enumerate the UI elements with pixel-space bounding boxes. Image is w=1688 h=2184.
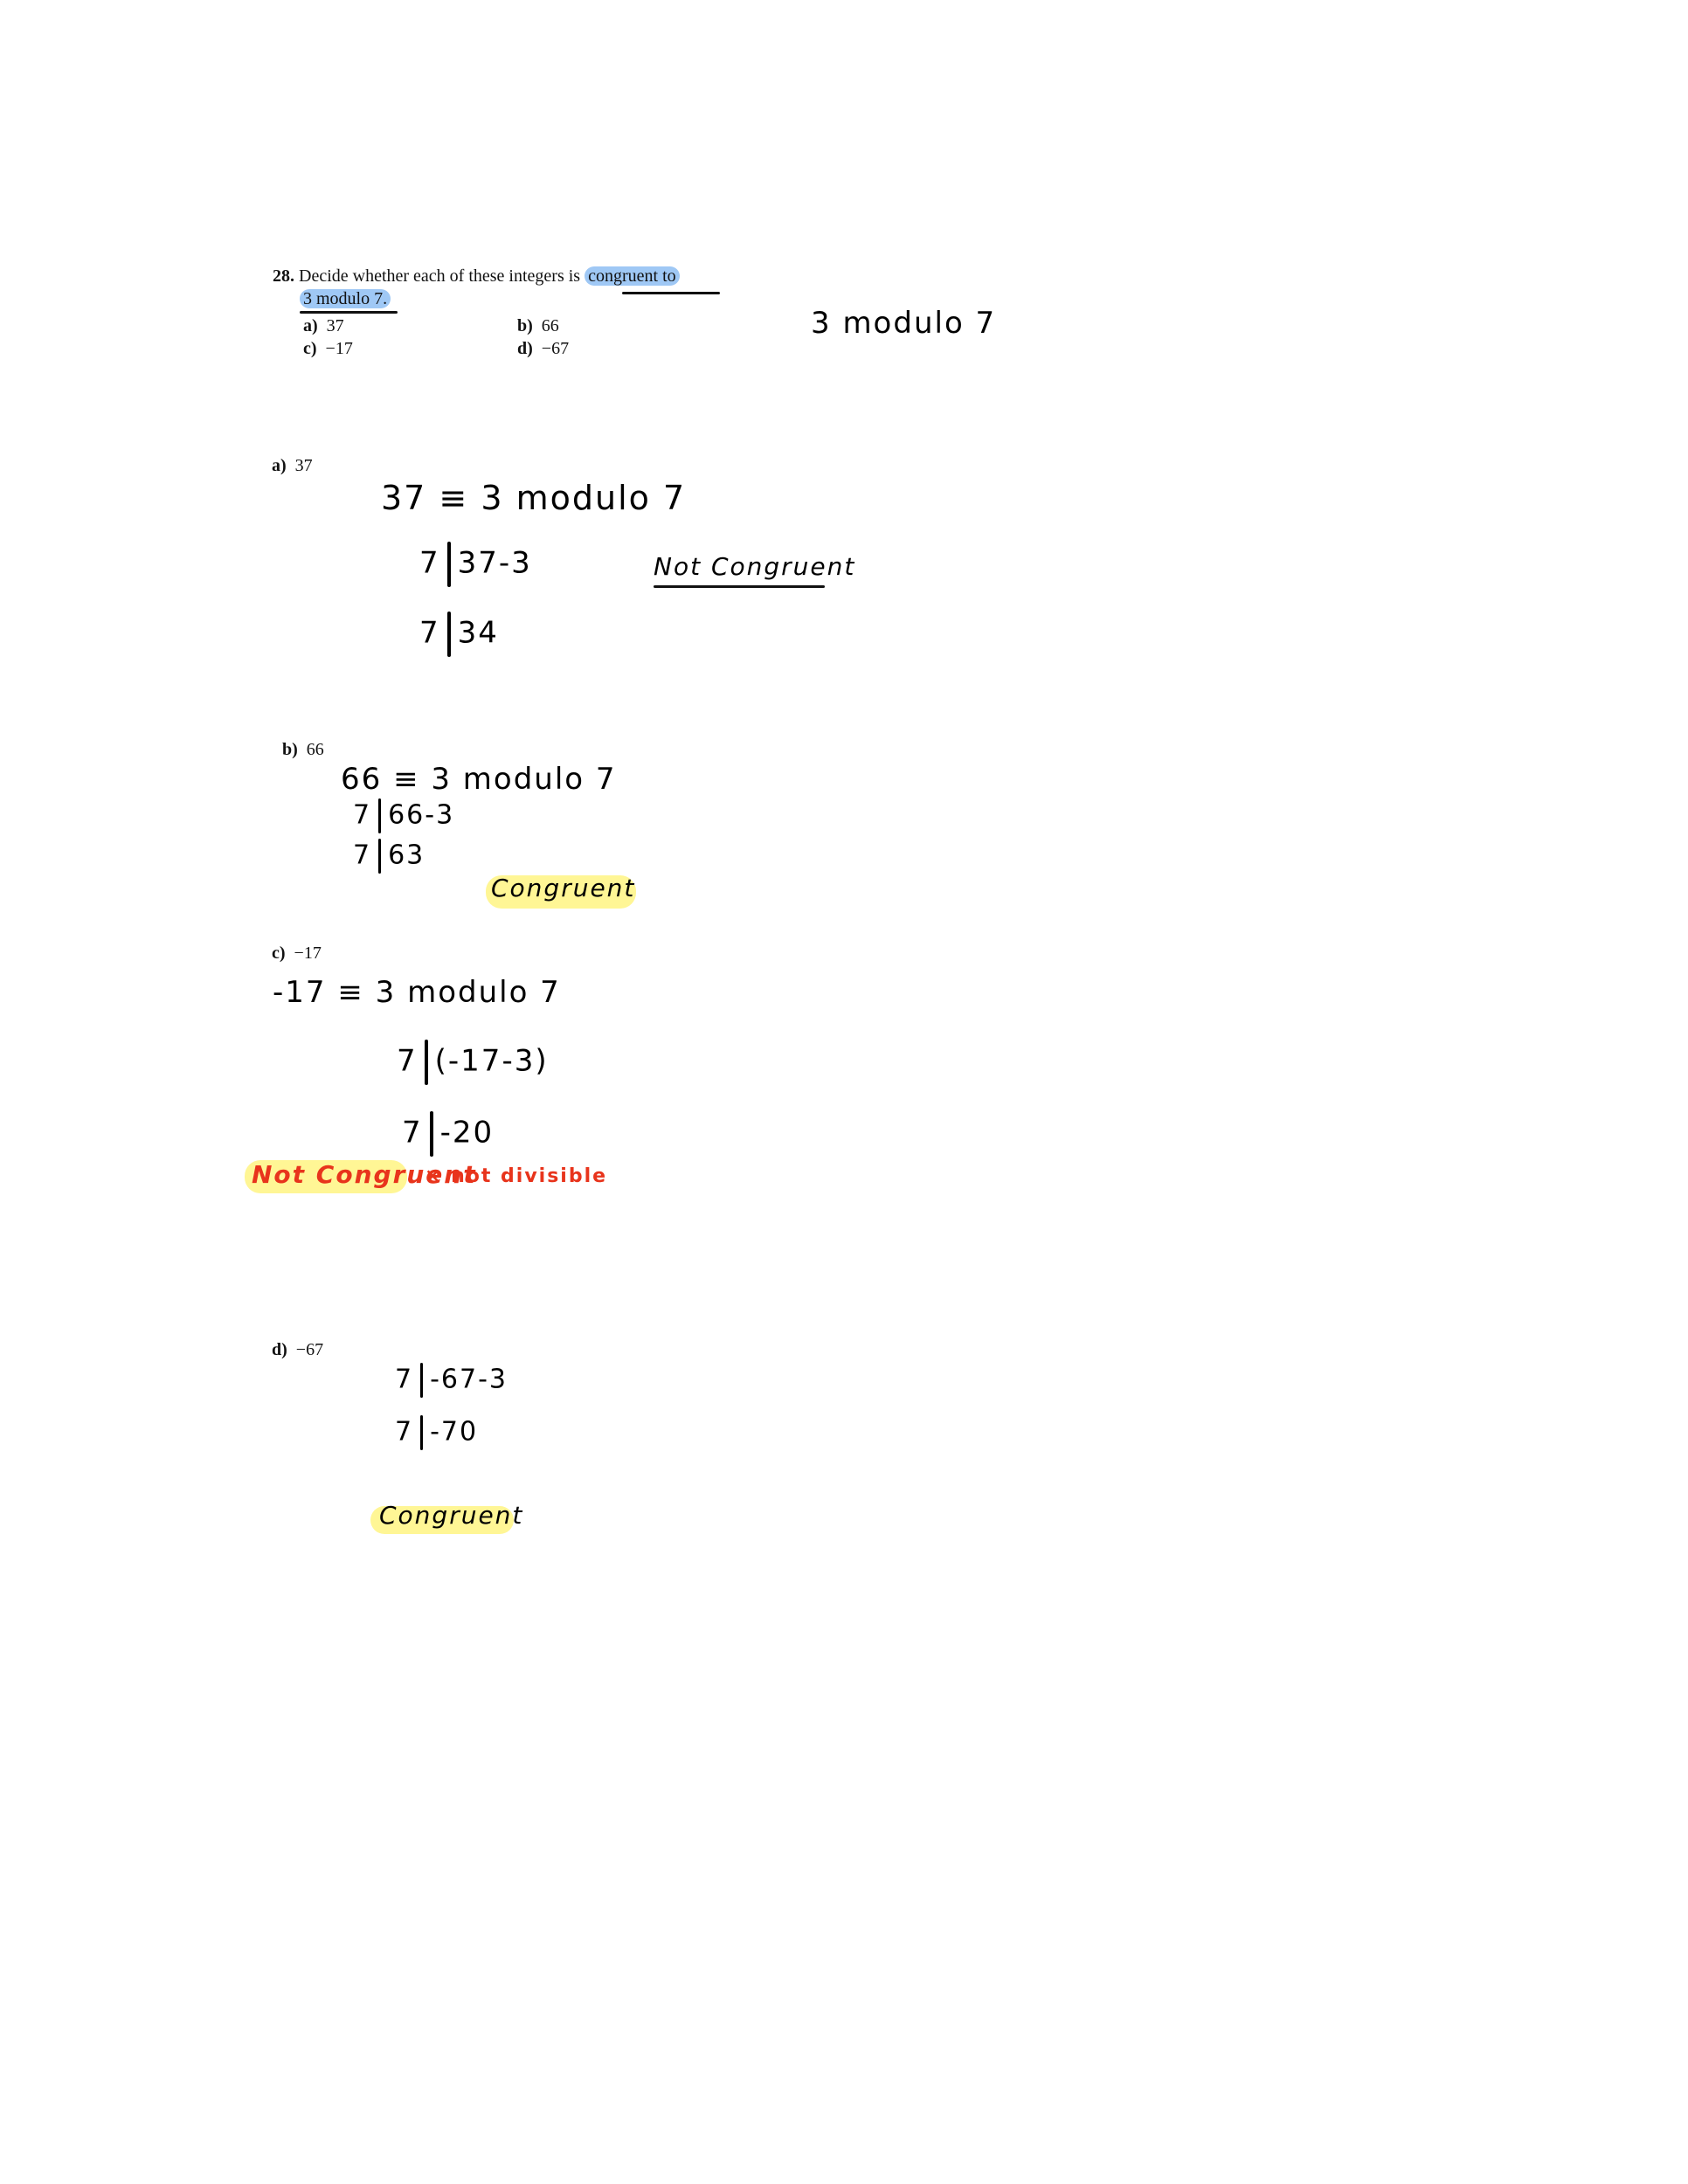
part-c-equation: -17 ≡ 3 modulo 7 [273, 975, 561, 1010]
problem-text: Decide whether each of these integers is [299, 266, 581, 286]
part-c-label: c) −17 [272, 943, 322, 963]
problem-statement [273, 266, 680, 287]
part-a-verdict-underline [654, 585, 825, 588]
divides-bar [425, 1040, 428, 1085]
part-d-divides-1: 7 -67-3 [395, 1363, 508, 1398]
part-c-divides-2: 7 -20 [402, 1111, 494, 1157]
part-b-equation: 66 ≡ 3 modulo 7 [341, 762, 617, 797]
underline-congruent-to [622, 292, 720, 294]
part-a-label: a) 37 [272, 456, 313, 475]
part-d-verdict: Congruent [379, 1501, 524, 1530]
divides-bar [447, 612, 451, 657]
divides-bar [378, 839, 381, 874]
problem-number: 28. [273, 266, 294, 286]
part-c-verdict: Not Congruent [252, 1160, 477, 1189]
part-c-divides-1: 7 (-17-3) [397, 1040, 549, 1085]
part-a-divides-2: 7 34 [419, 612, 499, 657]
divides-bar [420, 1415, 423, 1450]
option-b: b) 66 [517, 316, 559, 335]
divides-bar [378, 798, 381, 833]
part-b-divides-1: 7 66-3 [353, 798, 454, 833]
part-c-note: × not divisible [425, 1165, 608, 1187]
margin-note: 3 modulo 7 [811, 306, 997, 341]
divides-bar [447, 542, 451, 587]
part-a-equation: 37 ≡ 3 modulo 7 [381, 479, 687, 517]
part-a-divides-1: 7 37-3 [419, 542, 532, 587]
part-d-label: d) −67 [272, 1340, 324, 1359]
option-a: a) 37 [303, 316, 344, 335]
part-d-divides-2: 7 -70 [395, 1415, 478, 1450]
part-b-divides-2: 7 63 [353, 839, 425, 874]
divides-bar [420, 1363, 423, 1398]
highlight-congruent-to: congruent to [585, 266, 680, 286]
problem-text-line2 [300, 288, 391, 309]
option-c: c) −17 [303, 339, 353, 358]
option-d: d) −67 [517, 339, 570, 358]
part-b-label: b) 66 [282, 740, 324, 759]
part-b-verdict: Congruent [491, 874, 636, 902]
part-a-verdict: Not Congruent [654, 552, 856, 581]
divides-bar [430, 1111, 433, 1157]
underline-3-modulo-7 [300, 311, 398, 314]
highlight-3-modulo-7: 3 modulo 7. [300, 289, 391, 308]
